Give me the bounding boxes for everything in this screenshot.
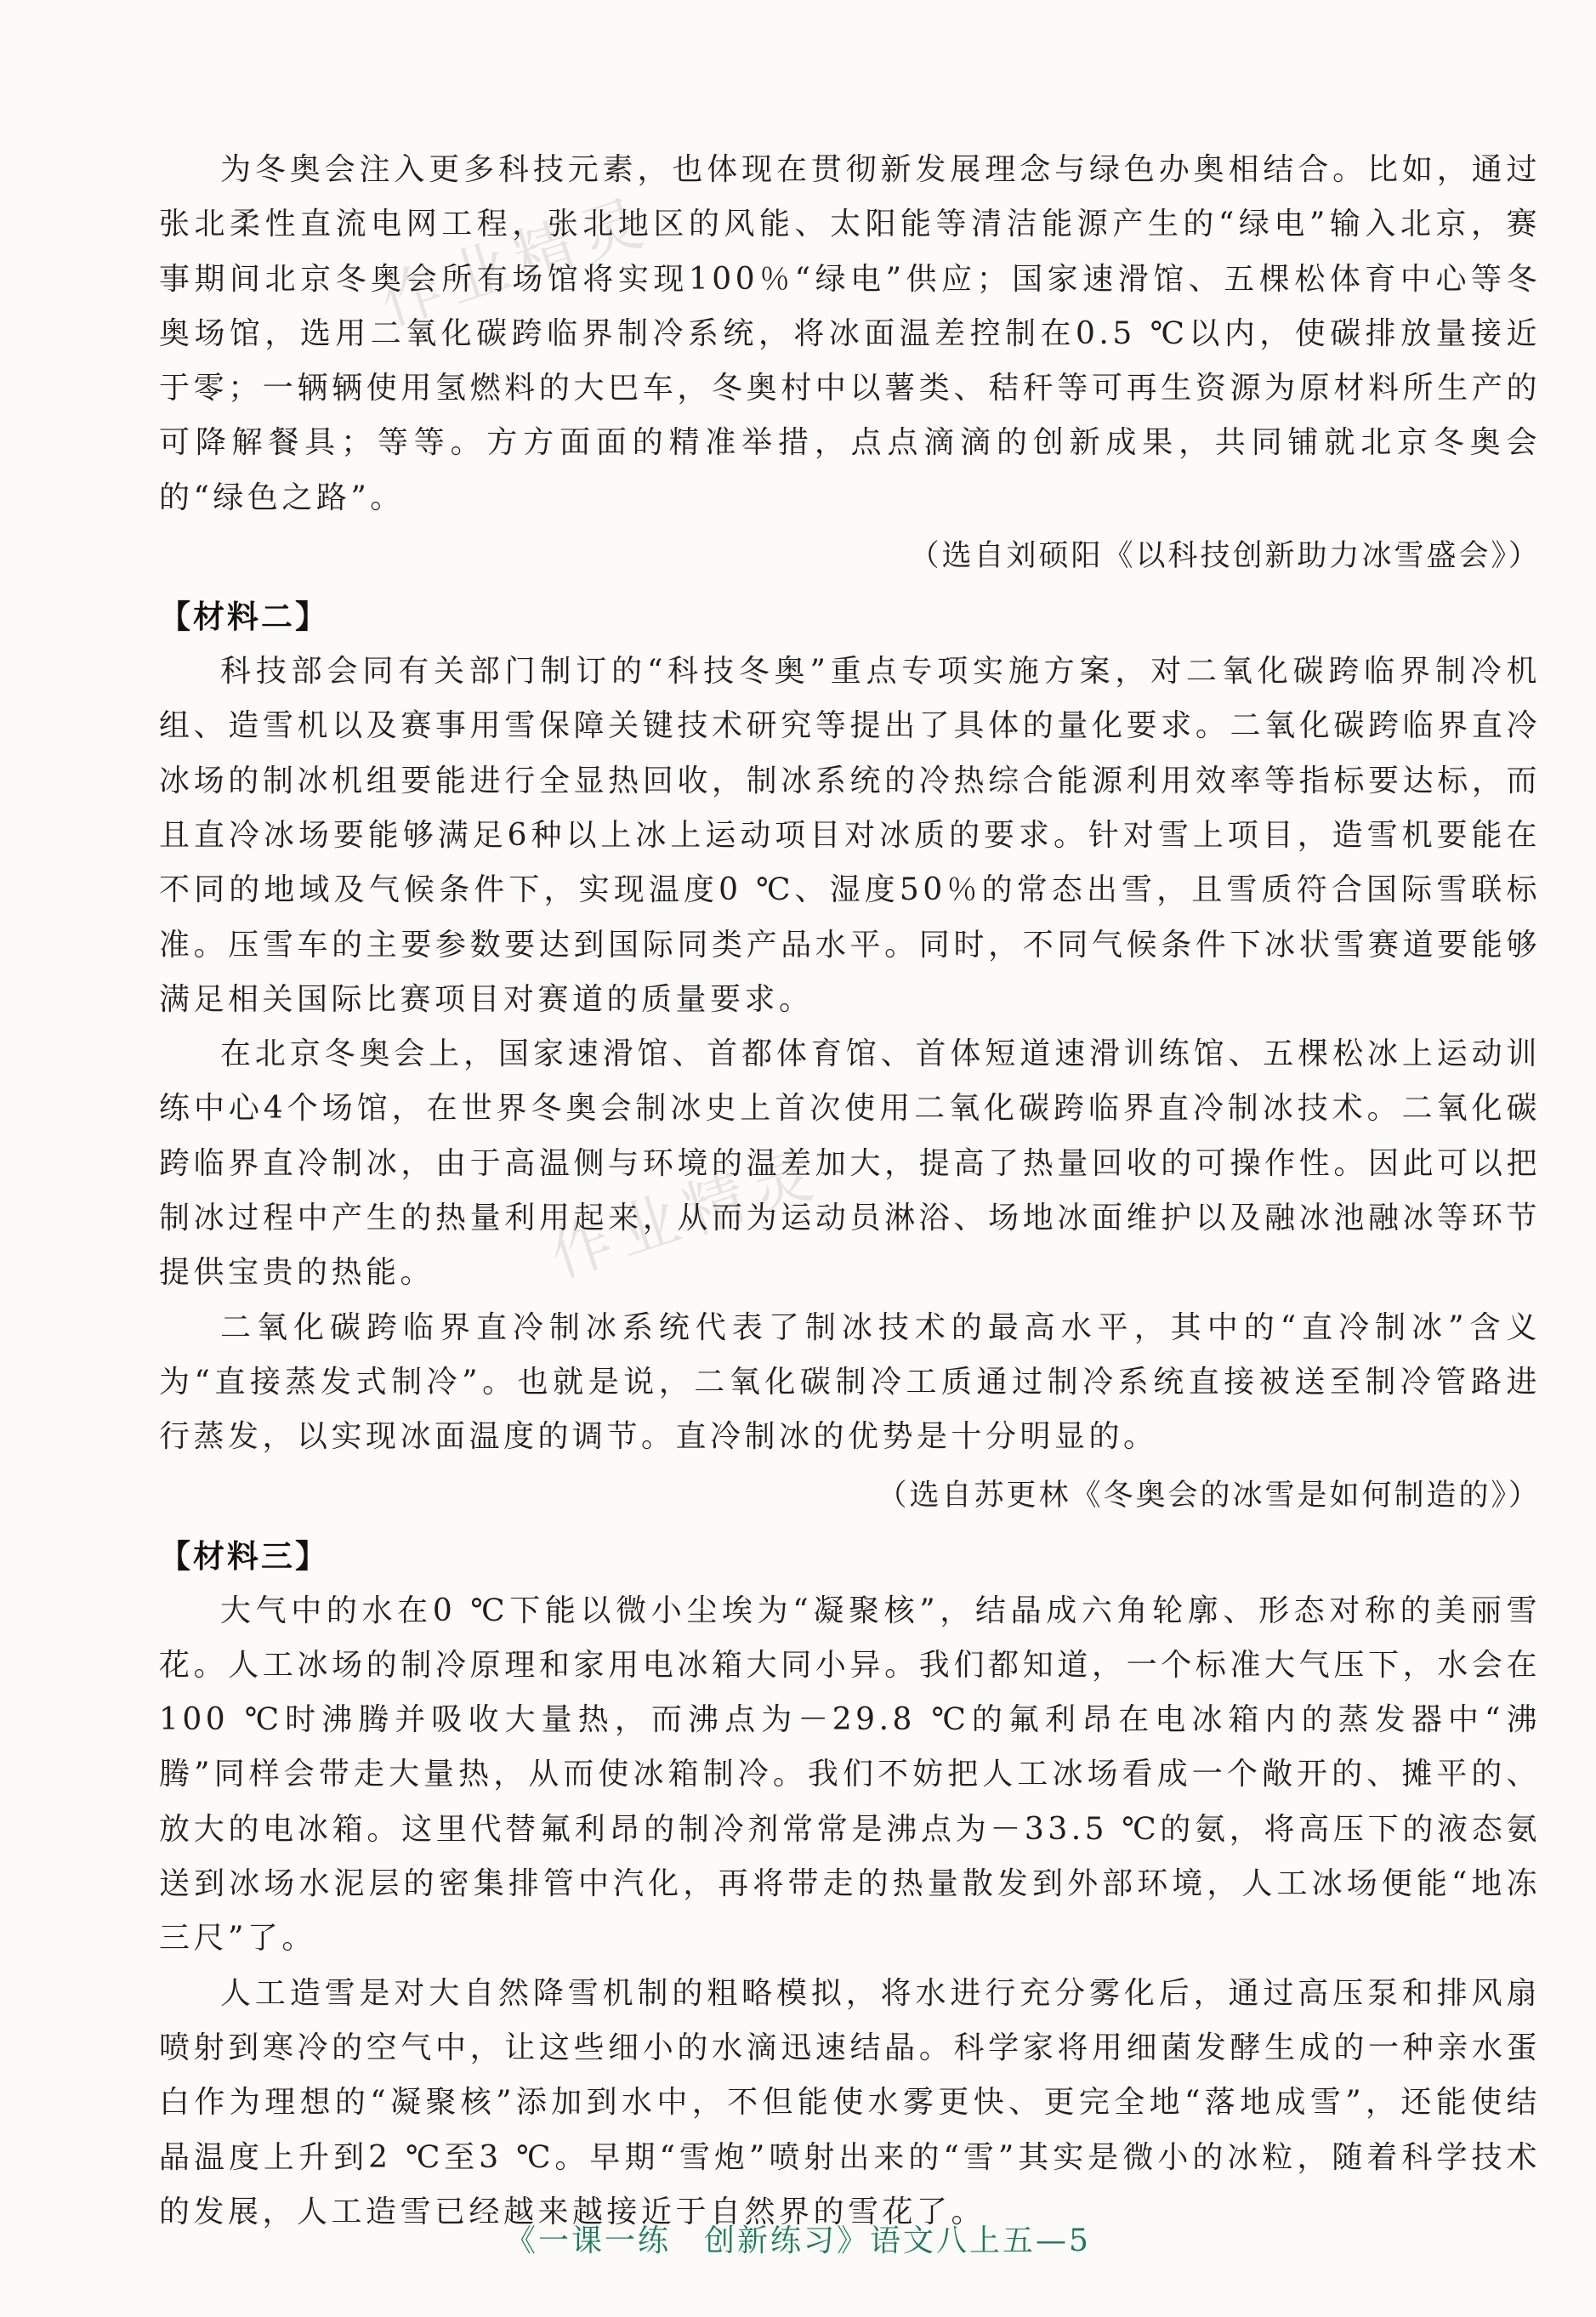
material-three xyxy=(159,1530,1541,2240)
paragraph: 人工造雪是对大自然降雪机制的粗略模拟，将水进行充分雾化后，通过高压泵和排风扇喷射到寒冷的空气中，让这些细小的水滴迅速结晶。科学家将用细菌发酵生成的一种亲水蛋白作为理想的“凝聚核”添加到水中，不但能使水雾更快、更完全地“落地成雪”，还能使结晶温度上升到2 ℃至3 ℃。早期“雪炮”喷射出来的“雪”其实是微小的冰粒，随着科学技术的发展，人工造雪已经越来越接近于自然界的雪花了。 xyxy=(159,1975,1541,2229)
section-heading: 【材料二】 xyxy=(159,599,329,636)
source-citation: （选自刘硕阳《以科技创新助力冰雪盛会》） xyxy=(909,539,1541,574)
source-citation: （选自苏更林《冬奥会的冰雪是如何制造的》） xyxy=(877,1478,1541,1513)
section-heading: 【材料三】 xyxy=(159,1537,329,1575)
paragraph: 科技部会同有关部门制订的“科技冬奥”重点专项实施方案，对二氧化碳跨临界制冷机组、造雪机以及赛事用雪保障关键技术研究等提出了具体的量化要求。二氧化碳跨临界直冷冰场的制冰机组要能进行全显热回收，制冰系统的冷热综合能源利用效率等指标要达标，而且直冷冰场要能够满足6种以上冰上运动项目对冰质的要求。针对雪上项目，造雪机要能在不同的地域及气候条件下，实现温度0 ℃、湿度50％的常态出雪，且雪质符合国际雪联标准。压雪车的主要参数要达到国际同类产品水平。同时，不同气候条件下冰状雪赛道要能够满足相关国际比赛项目对赛道的质量要求。 xyxy=(159,654,1541,1017)
watermark: 作业精灵 xyxy=(371,185,659,339)
material-two xyxy=(159,590,1541,1522)
document-page xyxy=(159,143,1541,2240)
material-one xyxy=(159,143,1541,583)
paragraph: 为冬奥会注入更多科技元素，也体现在贯彻新发展理念与绿色办奥相结合。比如，通过张北柔性直流电网工程，张北地区的风能、太阳能等清洁能源产生的“绿电”输入北京，赛事期间北京冬奥会所有场馆将实现100％“绿电”供应；国家速滑馆、五棵松体育中心等冬奥场馆，选用二氧化碳跨临界制冷系统，将冰面温差控制在0.5 ℃以内，使碳排放量接近于零；一辆辆使用氢燃料的大巴车，冬奥村中以薯类、秸秆等可再生资源为原材料所生产的可降解餐具；等等。方方面面的精准举措，点点滴滴的创新成果，共同铺就北京冬奥会的“绿色之路”。 xyxy=(159,152,1541,515)
page-footer: 《一课一练 创新练习》语文八上五—5 xyxy=(505,2223,1091,2258)
watermark: 作业精灵 xyxy=(541,1137,829,1292)
paragraph: 二氧化碳跨临界直冷制冰系统代表了制冰技术的最高水平，其中的“直冷制冰”含义为“直接蒸发式制冷”。也就是说，二氧化碳制冷工质通过制冷系统直接被送至制冷管路进行蒸发，以实现冰面温度的调节。直冷制冰的优势是十分明显的。 xyxy=(159,1309,1541,1455)
paragraph: 在北京冬奥会上，国家速滑馆、首都体育馆、首体短道速滑训练馆、五棵松冰上运动训练中心4个场馆，在世界冬奥会制冰史上首次使用二氧化碳跨临界直冷制冰技术。二氧化碳跨临界直冷制冰，由于高温侧与环境的温差加大，提高了热量回收的可操作性。因此可以把制冰过程中产生的热量利用起来，从而为运动员淋浴、场地冰面维护以及融冰池融冰等环节提供宝贵的热能。 xyxy=(159,1036,1541,1291)
paragraph: 大气中的水在0 ℃下能以微小尘埃为“凝聚核”，结晶成六角轮廓、形态对称的美丽雪花。人工冰场的制冷原理和家用电冰箱大同小异。我们都知道，一个标准大气压下，水会在100 ℃时沸腾并吸收大量热，而沸点为－29.8 ℃的氟利昂在电冰箱内的蒸发器中“沸腾”同样会带走大量热，从而使冰箱制冷。我们不妨把人工冰场看成一个敞开的、摊平的、放大的电冰箱。这里代替氟利昂的制冷剂常常是沸点为－33.5 ℃的氨，将高压下的液态氨送到冰场水泥层的密集排管中汽化，再将带走的热量散发到外部环境，人工冰场便能“地冻三尺”了。 xyxy=(159,1593,1541,1956)
